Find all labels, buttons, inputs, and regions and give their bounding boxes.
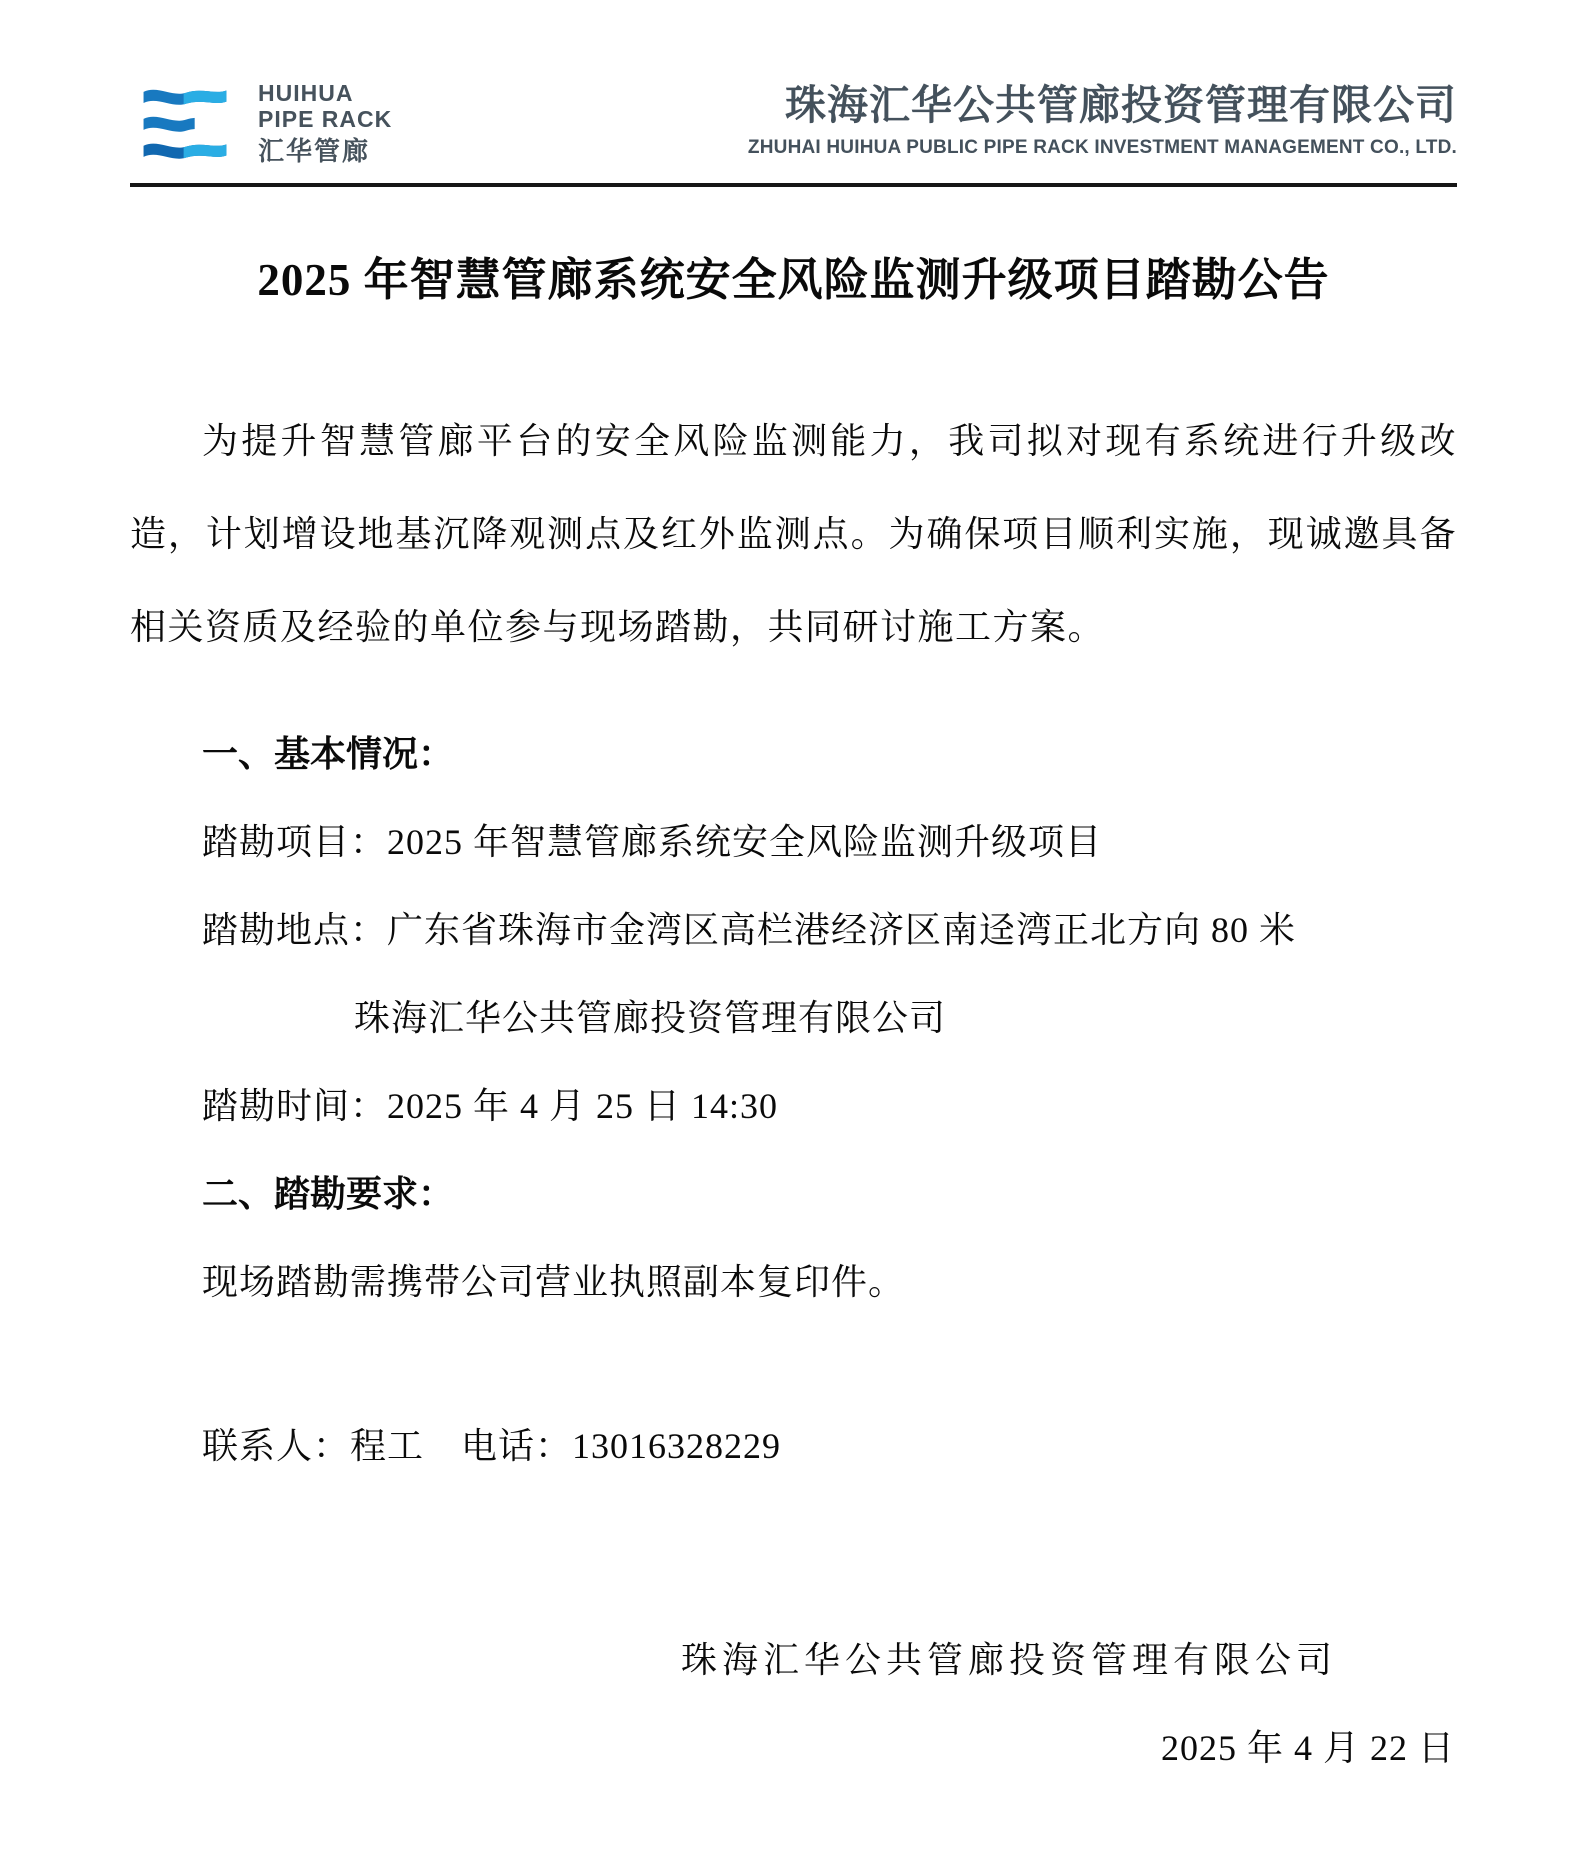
requirement-line: 现场踏勘需携带公司营业执照副本复印件。 bbox=[202, 1261, 906, 1302]
header-divider bbox=[130, 183, 1457, 187]
survey-project-line: 踏勘项目：2025 年智慧管廊系统安全风险监测升级项目 bbox=[202, 821, 1103, 862]
company-name-cn: 珠海汇华公共管廊投资管理有限公司 bbox=[785, 82, 1457, 128]
letterhead bbox=[130, 0, 1457, 167]
document-body bbox=[130, 710, 1457, 1490]
logo-word-piperack: PIPE RACK bbox=[258, 106, 393, 133]
survey-time-line: 踏勘时间：2025 年 4 月 25 日 14:30 bbox=[202, 1085, 779, 1126]
section-2-heading: 二、踏勘要求： bbox=[202, 1172, 455, 1214]
company-name-en: ZHUHAI HUIHUA PUBLIC PIPE RACK INVESTMENT MANAGEMENT CO., LTD. bbox=[747, 137, 1457, 159]
huihua-waves-logo-icon bbox=[130, 85, 240, 161]
survey-location-line-1: 踏勘地点：广东省珠海市金湾区高栏港经济区南迳湾正北方向 80 米 bbox=[202, 909, 1297, 950]
signature-block bbox=[0, 1616, 1587, 1792]
logo-word-cn: 汇华管廊 bbox=[258, 135, 371, 166]
intro-paragraph: 为提升智慧管廊平台的安全风险监测能力，我司拟对现有系统进行升级改造，计划增设地基沉降观测点及红外监测点。为确保项目顺利实施，现诚邀具备相关资质及经验的单位参与现场踏勘，共同研讨施工方案。 bbox=[130, 420, 1457, 647]
logo-word-huihua: HUIHUA bbox=[258, 80, 354, 106]
logo-wave-middle bbox=[144, 117, 227, 132]
logo-wordmark bbox=[258, 80, 392, 167]
logo-wave-bottom bbox=[144, 144, 227, 159]
company-logo bbox=[130, 80, 392, 167]
letterhead-company-name bbox=[748, 82, 1457, 159]
document-title: 2025 年智慧管廊系统安全风险监测升级项目踏勘公告 bbox=[257, 254, 1330, 305]
survey-location-line-2: 珠海汇华公共管廊投资管理有限公司 bbox=[354, 997, 947, 1038]
signature-date: 2025 年 4 月 22 日 bbox=[1160, 1728, 1455, 1768]
contact-line: 联系人：程工 电话：13016328229 bbox=[202, 1425, 782, 1466]
section-1-heading: 一、基本情况： bbox=[202, 732, 455, 774]
logo-wave-top bbox=[144, 90, 227, 105]
signature-company: 珠海汇华公共管廊投资管理有限公司 bbox=[680, 1640, 1337, 1680]
